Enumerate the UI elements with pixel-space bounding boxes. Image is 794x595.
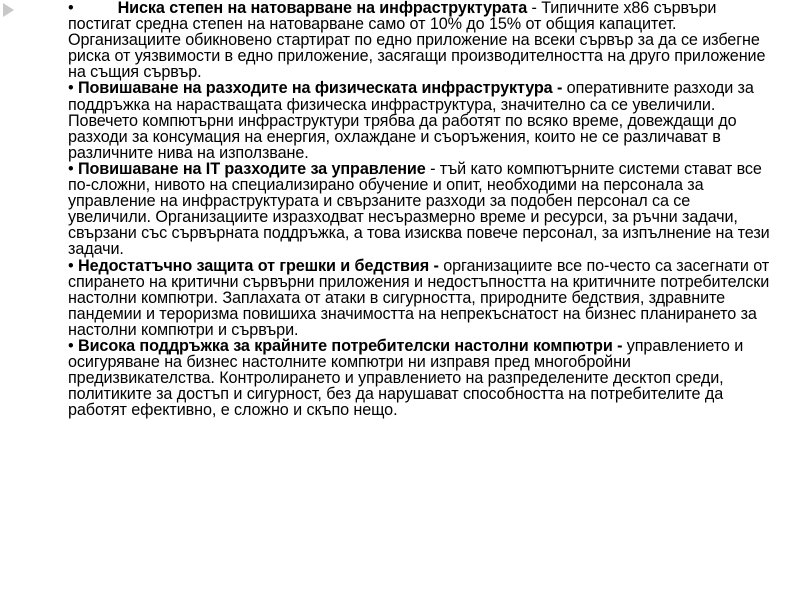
- item-heading: Недостатъчно защита от грешки и бедствия -: [77, 256, 439, 275]
- bullet: •: [68, 159, 74, 178]
- slide-text-body: [68, 0, 773, 418]
- item-body: - тъй като компютърните системи стават все по-сложни, нивото на специализирано обучение и опит, необходими на персонала за управление на инфраструктурата и свързаните разходи за подобен персонал са се увеличили. Организациите изразходват несъразмерно време и ресурси, за ръчни задачи, свързани със сървърната поддръжка, а това изисква повече персонал, за изпълнение на тези задачи.: [68, 159, 770, 259]
- item-heading: Повишаване на IT разходите за управление: [77, 159, 426, 178]
- list-item: [68, 338, 773, 418]
- bullet: •: [68, 336, 74, 355]
- item-heading: Повишаване на разходите на физическата инфраструктура -: [77, 79, 563, 98]
- list-item: [68, 0, 773, 80]
- item-body: организациите все по-често са засегнати от спирането на критични сървърни приложения и недостъпността на критичните потребителски настолни компютри. Заплахата от атаки в сигурността, природните бедствия, здравните пандемии и тероризма повишиха значимостта на непрекъснатост на бизнес планирането за настолни компютри и сървъри.: [68, 256, 770, 339]
- item-body: - Типичните x86 сървъри постигат средна степен на натоварване само от 10% до 15% от общия капацитет. Организациите обикновено стартират по едно приложение на всеки сървър за да се избегне риска от уязвимости в едно приложение, засягащи производителността на друго приложение на същия сървър.: [68, 0, 766, 82]
- bullet: •: [68, 0, 74, 17]
- list-item: [68, 258, 773, 338]
- item-body: управлението и осигуряване на бизнес настолните компютри ни изправя пред многобройни предизвикателства. Контролирането и управлението на разпределените десктоп среди, политиките за достъп и сигурност, без да нарушават способността на потребителите да работят ефективно, е сложно и скъпо нещо.: [68, 336, 744, 420]
- item-heading: Висока поддръжка за крайните потребителски настолни компютри -: [77, 336, 623, 355]
- bullet: •: [68, 79, 74, 98]
- list-item: [68, 80, 773, 160]
- slide-arrow-icon: [3, 3, 14, 17]
- item-body: оперативните разходи за поддръжка на нарастващата физическа инфраструктура, значително са се увеличили. Повечето компютърни инфраструктури трябва да работят по всяко време, довеждащи до разходи за консумация на енергия, охлаждане и съоръжения, които не се различават в различните нива на използване.: [68, 79, 754, 162]
- item-heading: Ниска степен на натоварване на инфраструктурата: [117, 0, 528, 17]
- bullet: •: [68, 256, 74, 275]
- list-item: [68, 161, 773, 258]
